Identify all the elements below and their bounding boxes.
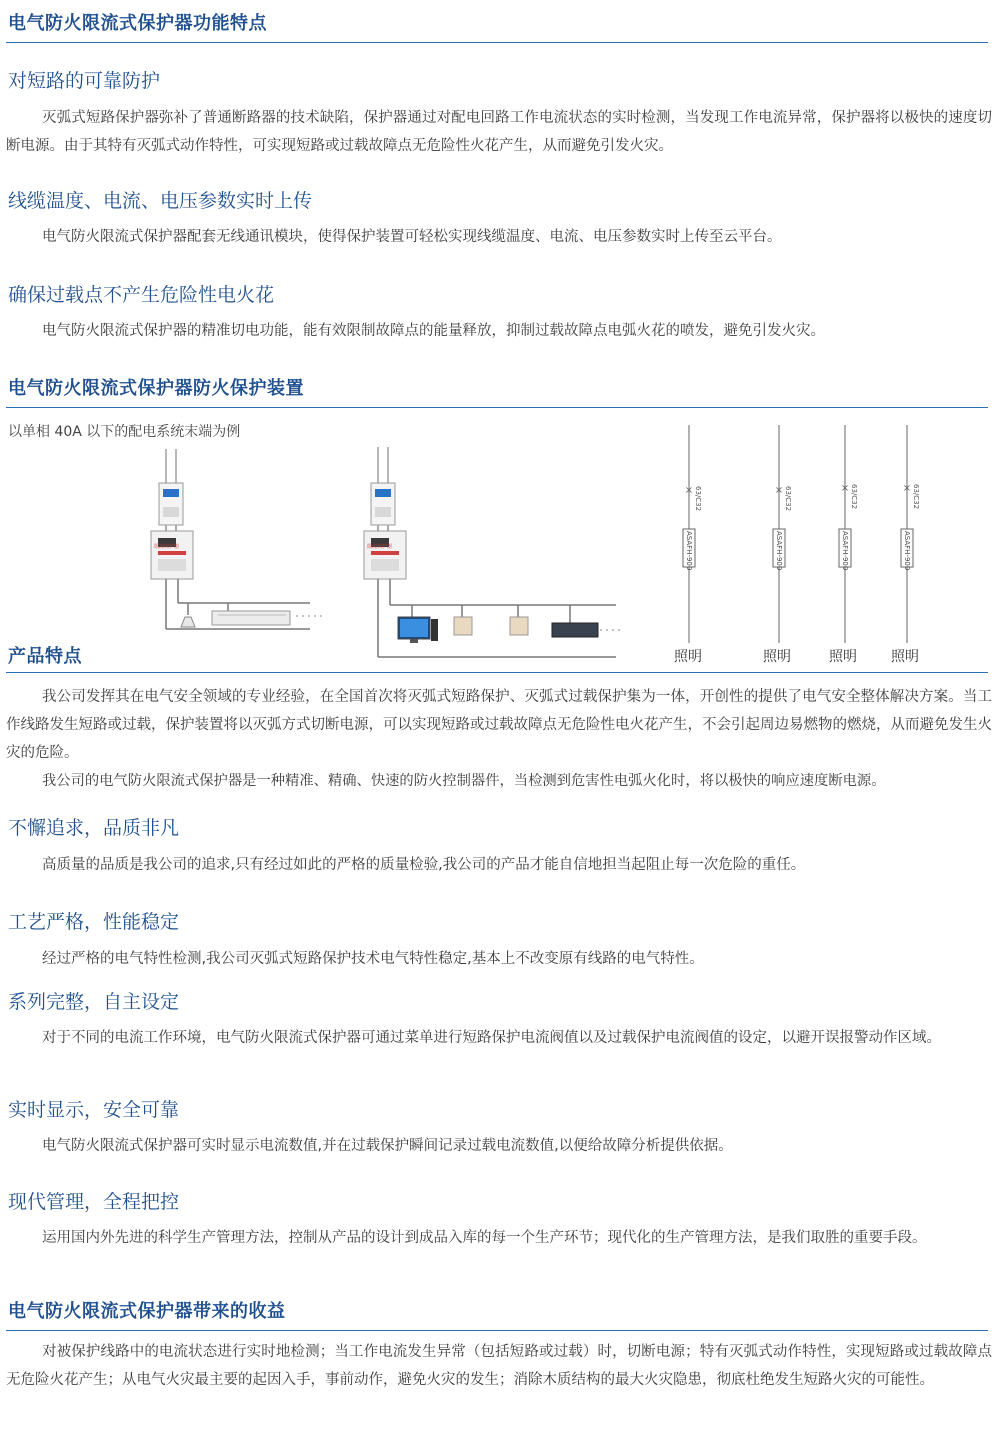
network-device-icon bbox=[552, 623, 598, 637]
installation-left bbox=[151, 449, 322, 629]
paragraph-quality: 高质量的品质是我公司的追求,只有经过如此的严格的质量检验,我公司的产品才能自信地担当起阻止每一次危险的重任。 bbox=[42, 857, 806, 873]
svg-text:×: × bbox=[774, 485, 784, 496]
subheading-data-upload: 线缆温度、电流、电压参数实时上传 bbox=[8, 190, 313, 212]
svg-text:×: × bbox=[684, 485, 694, 496]
subheading-no-spark: 确保过载点不产生危险性电火花 bbox=[8, 284, 275, 306]
section-divider bbox=[6, 42, 988, 43]
paragraph-data-upload: 电气防火限流式保护器配套无线通讯模块，使得保护装置可轻松实现线缆温度、电流、电压参数实时上传至云平台。 bbox=[42, 229, 782, 245]
paragraph-management: 运用国内外先进的科学生产管理方法，控制从产品的设计到成品入库的每一个生产环节；现代化的生产管理方法，是我们取胜的重要手段。 bbox=[42, 1230, 927, 1246]
din-module-icon bbox=[212, 611, 290, 625]
section-divider bbox=[6, 672, 988, 673]
section-divider bbox=[6, 1330, 988, 1331]
device-model-label: ASAFH-900 bbox=[775, 531, 783, 571]
paragraph-process: 经过严格的电气特性检测,我公司灭弧式短路保护技术电气特性稳定,基本上不改变原有线路的电气特性。 bbox=[42, 951, 704, 967]
circuit-label: 照明 bbox=[829, 649, 857, 665]
section-title-benefits: 电气防火限流式保护器带来的收益 bbox=[8, 1301, 286, 1322]
circuit-label: 照明 bbox=[891, 649, 919, 665]
wall-socket-icon bbox=[454, 617, 472, 635]
circuit-label: 照明 bbox=[674, 649, 702, 665]
installation-middle bbox=[364, 447, 620, 657]
diagram-caption: 以单相 40A 以下的配电系统末端为例 bbox=[8, 424, 241, 440]
paragraph-intro-2: 我公司的电气防火限流式保护器是一种精准、精确、快速的防火控制器件，当检测到危害性电弧火化时，将以极快的响应速度断电源。 bbox=[42, 773, 886, 789]
wall-socket-icon bbox=[510, 617, 528, 635]
breaker-toggle-icon bbox=[163, 489, 179, 497]
section-title-device: 电气防火限流式保护器防火保护装置 bbox=[8, 378, 304, 399]
circuit-label: 照明 bbox=[763, 649, 791, 665]
breaker-toggle-icon bbox=[375, 489, 391, 497]
device-model-label: ASAFH-900 bbox=[903, 531, 911, 571]
lamp-icon bbox=[181, 617, 195, 627]
device-panel-label: 限流保护器 bbox=[154, 544, 180, 550]
computer-case-icon bbox=[431, 619, 438, 641]
breaker-rating-label: 63/C32 bbox=[912, 484, 920, 510]
svg-text:×: × bbox=[902, 483, 912, 494]
paragraph-short-circuit: 灭弧式短路保护器弥补了普通断路器的技术缺陷，保护器通过对配电回路工作电流状态的实时检测，当发现工作电流异常，保护器将以极快的速度切断电源。由于其特有灭弧式动作特性，可实现短路或过载故障点无危险性火花产生，从而避免引发火灾。 bbox=[6, 110, 992, 154]
paragraph-no-spark: 电气防火限流式保护器的精准切电功能，能有效限制故障点的能量释放，抑制过载故障点电弧火花的喷发，避免引发火灾。 bbox=[42, 323, 825, 339]
wiring-diagram bbox=[0, 425, 1000, 670]
paragraph-intro: 我公司发挥其在电气安全领域的专业经验，在全国首次将灭弧式短路保护、灭弧式过载保护集为一体，开创性的提供了电气安全整体解决方案。当工作线路发生短路或过载，保护装置将以灭弧方式切断电源，可以实现短路或过载故障点无危险性电火花产生，不会引起周边易燃物的燃烧，从而避免发生火灾的危险。 bbox=[6, 689, 992, 761]
subheading-display: 实时显示，安全可靠 bbox=[8, 1099, 180, 1121]
device-model-label: ASAFH-900 bbox=[841, 531, 849, 571]
section-title-product-features: 产品特点 bbox=[8, 646, 82, 667]
paragraph-series: 对于不同的电流工作环境，电气防火限流式保护器可通过菜单进行短路保护电流阀值以及过载保护电流阀值的设定，以避开误报警动作区域。 bbox=[42, 1030, 941, 1046]
device-model-label: ASAFH-900 bbox=[685, 531, 693, 571]
subheading-quality: 不懈追求，品质非凡 bbox=[8, 817, 180, 839]
breaker-rating-label: 63/C32 bbox=[784, 486, 792, 512]
schematic-circuits bbox=[683, 425, 913, 643]
paragraph-display: 电气防火限流式保护器可实时显示电流数值,并在过载保护瞬间记录过载电流数值,以便给故障分析提供依据。 bbox=[42, 1138, 733, 1154]
subheading-short-circuit: 对短路的可靠防护 bbox=[8, 70, 161, 92]
subheading-process: 工艺严格，性能稳定 bbox=[8, 911, 180, 933]
breaker-rating-label: 63/C32 bbox=[694, 486, 702, 512]
device-panel-label: 限流保护器 bbox=[367, 544, 393, 550]
section-title-features: 电气防火限流式保护器功能特点 bbox=[8, 13, 267, 34]
paragraph-benefits: 对被保护线路中的电流状态进行实时地检测；当工作电流发生异常（包括短路或过载）时，切断电源；特有灭弧式动作特性，实现短路或过载故障点无危险火花产生；从电气火灾最主要的起因入手，事前动作，避免火灾的发生；消除木质结构的最大火灾隐患，彻底杜绝发生短路火灾的可能性。 bbox=[6, 1344, 992, 1388]
svg-text:×: × bbox=[840, 483, 850, 494]
subheading-management: 现代管理，全程把控 bbox=[8, 1191, 180, 1213]
subheading-series: 系列完整，自主设定 bbox=[8, 991, 180, 1013]
section-divider bbox=[6, 407, 988, 408]
breaker-rating-label: 63/C32 bbox=[850, 484, 858, 510]
